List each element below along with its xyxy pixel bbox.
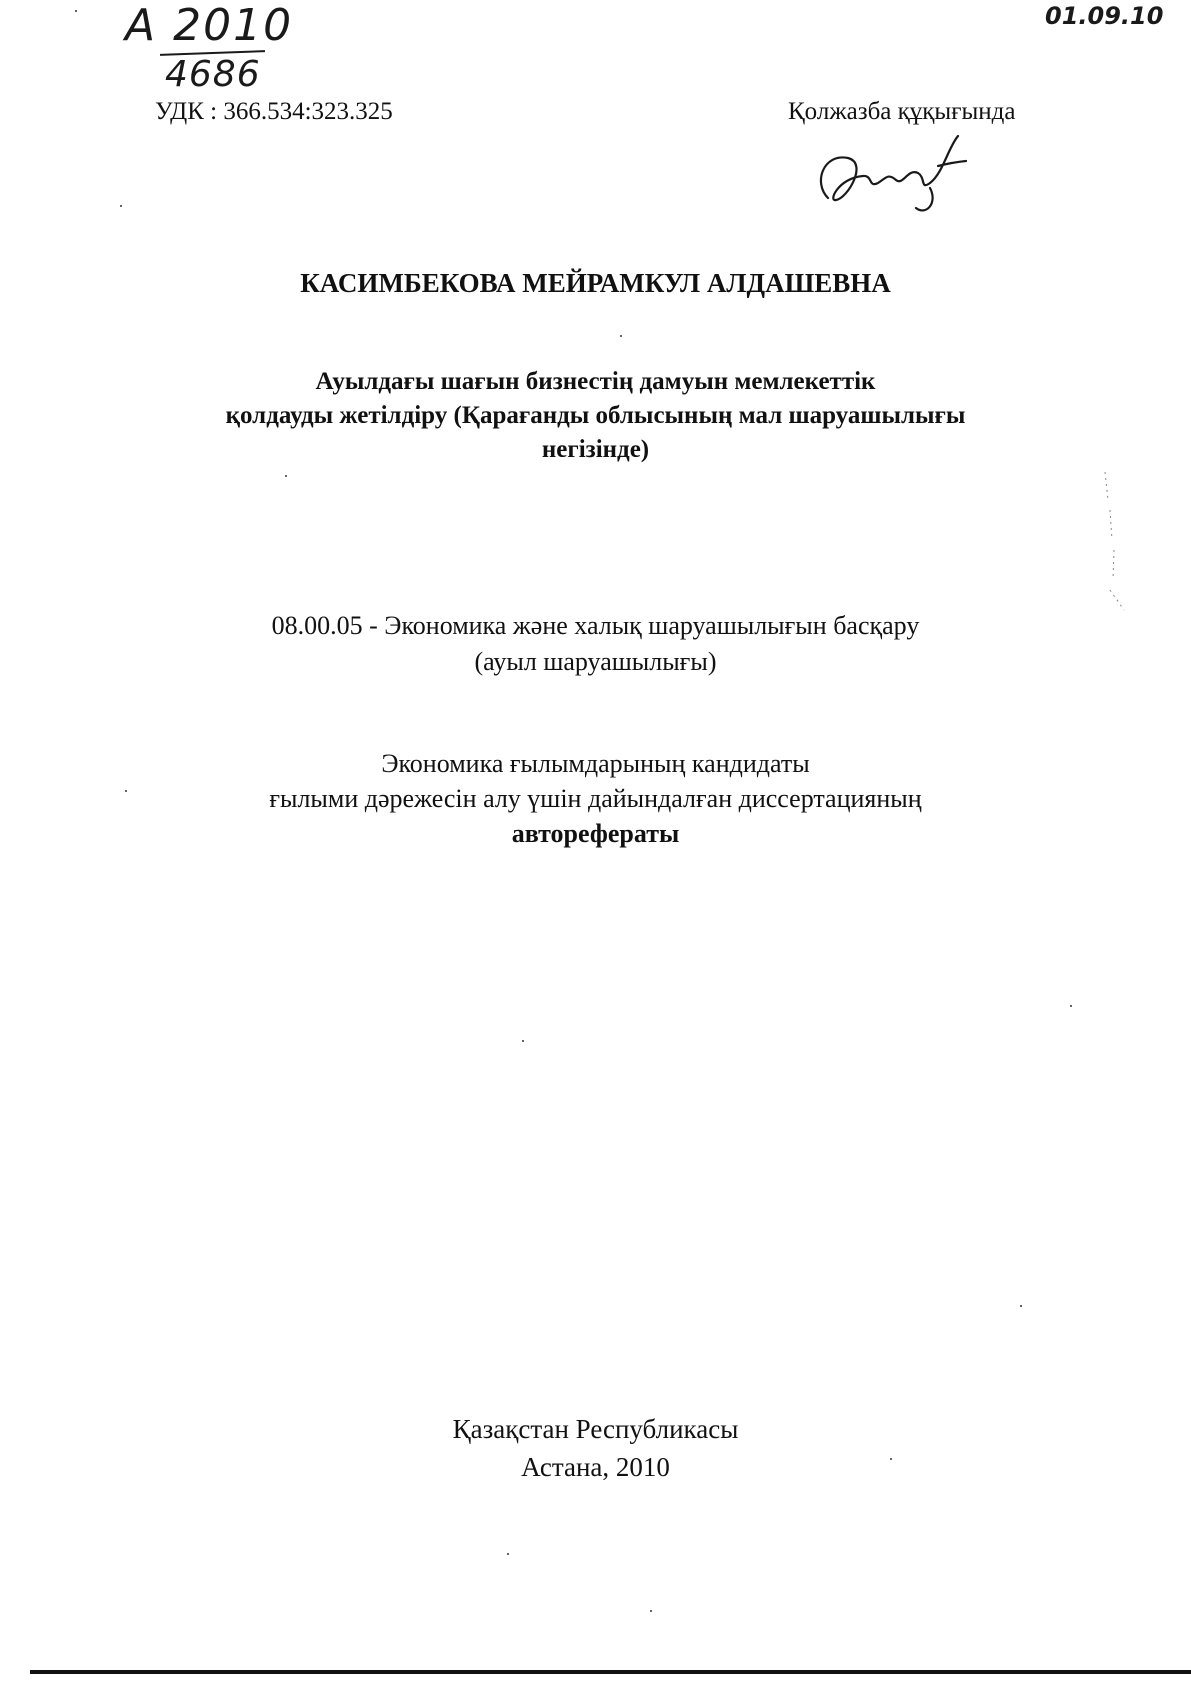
udc-code: УДК : 366.534:323.325 <box>155 98 393 125</box>
country: Қазақстан Республикасы <box>452 1414 739 1444</box>
page-bottom-edge <box>30 1670 1191 1674</box>
scan-speck <box>522 1040 524 1042</box>
scan-speck <box>620 335 622 337</box>
specialty-block <box>0 608 1191 680</box>
degree-line: Экономика ғылымдарының кандидаты <box>381 749 810 778</box>
manuscript-rights-note: Қолжазба құқығында <box>788 98 1016 125</box>
title-line: қолдауды жетілдіру (Қарағанды облысының мал шаруашылығы <box>225 402 966 429</box>
scan-speck <box>650 1610 652 1612</box>
scan-speck <box>75 10 77 12</box>
scan-edge-artifact <box>1100 470 1130 620</box>
title-line: Ауылдағы шағын бизнестің дамуын мемлекеттік <box>315 368 876 395</box>
publication-place <box>0 1410 1191 1486</box>
scan-speck <box>120 205 122 207</box>
specialty-code-line: 08.00.05 - Экономика және халық шаруашылығын басқару <box>271 611 920 640</box>
date-stamp-handwritten: 01.09.10 <box>1045 2 1164 30</box>
scan-speck <box>285 475 287 477</box>
scan-speck <box>507 1553 509 1555</box>
specialty-branch-line: (ауыл шаруашылығы) <box>474 647 717 676</box>
city-year: Астана, 2010 <box>521 1452 670 1482</box>
archive-inventory-handwritten: 4686 <box>165 54 261 95</box>
degree-line: ғылыми дәрежесін алу үшін дайындалған диссертацияның <box>269 784 922 813</box>
scan-speck <box>890 1458 892 1460</box>
scan-speck <box>125 790 127 792</box>
title-line: негізінде) <box>541 436 650 463</box>
author-signature <box>808 128 978 218</box>
document-type: авторефераты <box>511 819 680 848</box>
archive-number-handwritten: А 2010 <box>125 0 294 51</box>
dissertation-title <box>0 365 1191 467</box>
scan-speck <box>1020 1305 1022 1307</box>
scan-speck <box>1070 1005 1072 1007</box>
author-name: КАСИМБЕКОВА МЕЙРАМКУЛ АЛДАШЕВНА <box>300 268 891 298</box>
degree-block <box>0 746 1191 851</box>
